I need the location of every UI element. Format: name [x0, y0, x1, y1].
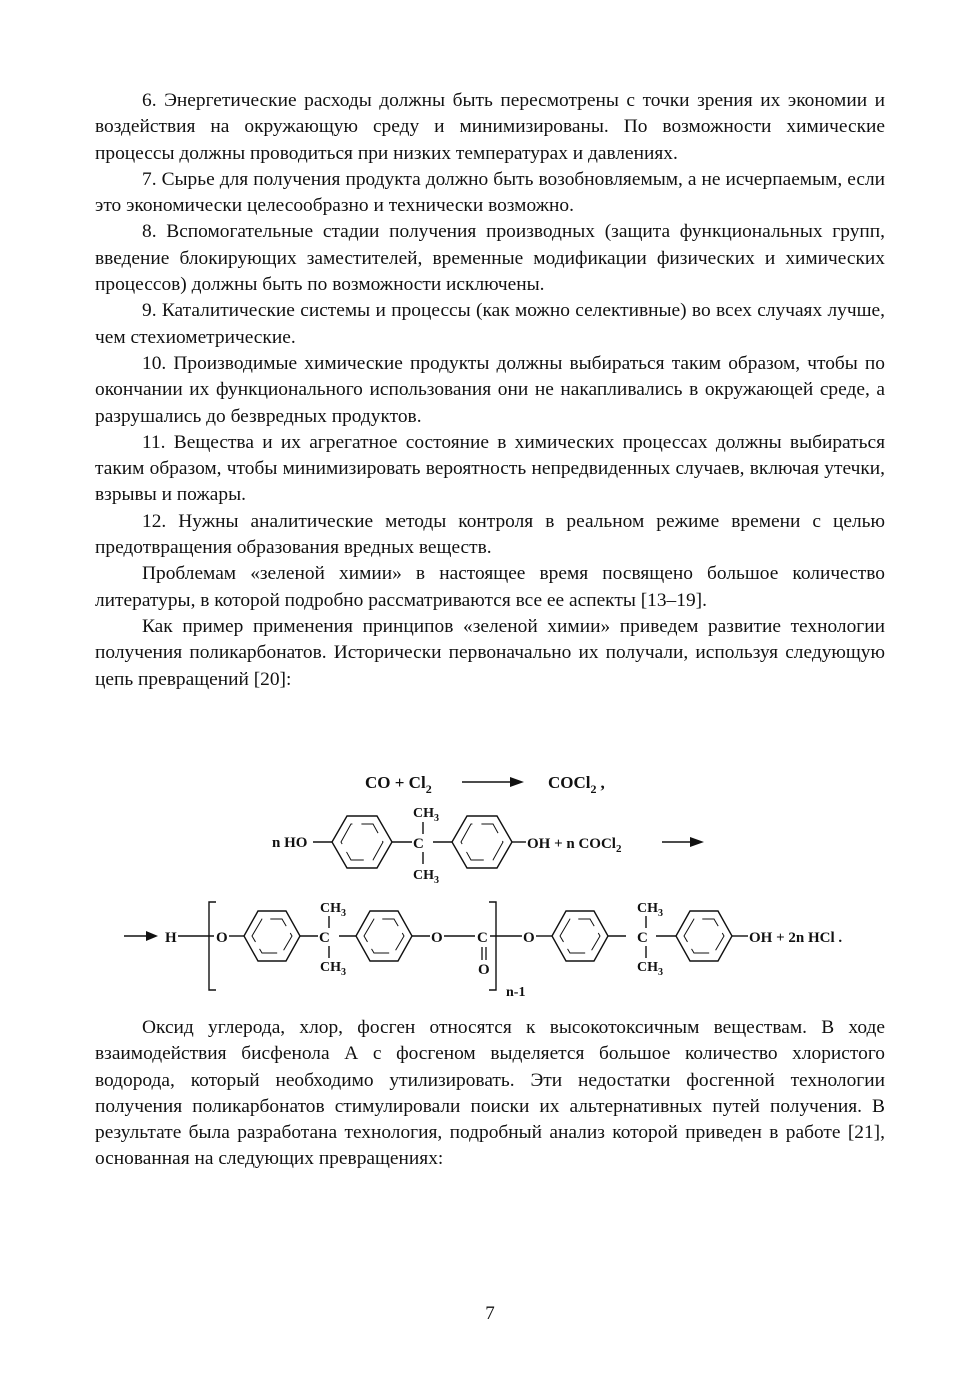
eq1-product: COCl$_2$ , — [548, 773, 605, 796]
body-text — [95, 88, 885, 693]
equation-phosgene — [365, 773, 605, 796]
paragraph-toxicity: Оксид углерода, хлор, фосген относятся к высокотоксичным веществам. В ходе взаимодействия бисфенола А с фосгеном выделяется большое количество хлористого водорода, который необходимо утилизировать. Эти недостатки фосгенной технологии получения поликарбонатов стимулировали поиски их альтернативных путей получения. В результате была разработана технология, подробный анализ которой приведен в работе [21], основанная на следующих превращениях: — [95, 1017, 885, 1170]
svg-text:O: O — [431, 930, 443, 946]
svg-text:O: O — [216, 930, 228, 946]
page-number: 7 — [485, 1303, 495, 1324]
oh-hcl: OH + 2n HCl . — [749, 930, 843, 946]
ch3-top: $CH_3$ — [413, 806, 439, 824]
paragraph-6: 6. Энергетические расходы должны быть пересмотрены с точки зрения их экономии и воздействия на окружающую среду и минимизированы. По возможности химические процессы должны проводиться при низких температурах и давлениях. — [95, 90, 885, 164]
svg-text:CH3: $CH_3$ — [637, 960, 663, 978]
svg-text:C: C — [637, 930, 648, 946]
oh-phosgene: OH + n COCl$_2$ — [527, 836, 622, 855]
svg-text:C: C — [319, 930, 330, 946]
benzene-ring-icon — [552, 911, 608, 961]
svg-text:O: O — [478, 962, 490, 978]
svg-text:CH3: $CH_3$ — [320, 960, 346, 978]
ch3-bottom: $CH_3$ — [413, 868, 439, 886]
paragraph-7: 7. Сырье для получения продукта должно быть возобновляемым, а не исчерпаемым, если это экономически целесообразно и технически возможно. — [95, 168, 885, 217]
paragraph-9: 9. Каталитические системы и процессы (как можно селективные) во всех случаях лучше, чем стехиометрические. — [95, 300, 885, 348]
benzene-ring-icon — [452, 816, 512, 868]
svg-text:C: C — [477, 930, 488, 946]
paragraph-polycarbonate-intro: Как пример применения принципов «зеленой химии» приведем развитие технологии получения поликарбонатов. Исторически первоначально их получали, используя следующую цепь превращений [20]: — [95, 615, 885, 690]
n-ho-label: n HO — [272, 835, 308, 851]
reaction-scheme — [0, 760, 980, 1010]
paragraph-10: 10. Производимые химические продукты должны выбираться таким образом, чтобы по окончании их функционального использования они не накапливались в окружающей среде, а разрушались до безвредных продуктов. — [95, 352, 885, 427]
arrow-icon — [510, 777, 524, 787]
benzene-ring-icon — [676, 911, 732, 961]
svg-text:C: C — [413, 836, 424, 852]
paragraph-8: 8. Вспомогательные стадии получения производных (защита функциональных групп, введение блокирующих заместителей, временные модификации физических и химических процессов) должны быть по возможности исключены. — [95, 221, 885, 296]
equation-bisphenol — [272, 806, 704, 886]
right-bracket — [489, 902, 496, 990]
arrow-icon — [146, 931, 158, 941]
body-text-after-scheme — [95, 1015, 885, 1173]
left-bracket — [209, 902, 216, 990]
arrow-icon — [690, 837, 704, 847]
paragraph-11: 11. Вещества и их агрегатное состояние в химических процессах должны выбираться таким образом, чтобы минимизировать вероятность непредвиденных случаев, включая утечки, взрывы и пожары. — [95, 431, 885, 506]
svg-text:CH3: $CH_3$ — [320, 901, 346, 919]
eq1-reactants: CO + $Cl_2$ — [365, 773, 432, 796]
benzene-ring-icon — [244, 911, 300, 961]
equation-polycarbonate — [124, 901, 842, 1000]
svg-text:CH3: $CH_3$ — [637, 901, 663, 919]
repeat-index: n-1 — [506, 985, 526, 1000]
benzene-ring-icon — [332, 816, 392, 868]
paragraph-12: 12. Нужны аналитические методы контроля в реальном режиме времени с целью предотвращения образования вредных веществ. — [95, 510, 885, 559]
paragraph-green-chem-lit: Проблемам «зеленой химии» в настоящее время посвящено большое количество литературы, в которой подробно рассматриваются все ее аспекты [13–19]. — [95, 563, 885, 611]
benzene-ring-icon — [356, 911, 412, 961]
svg-text:O: O — [523, 930, 535, 946]
svg-text:H: H — [165, 930, 177, 946]
